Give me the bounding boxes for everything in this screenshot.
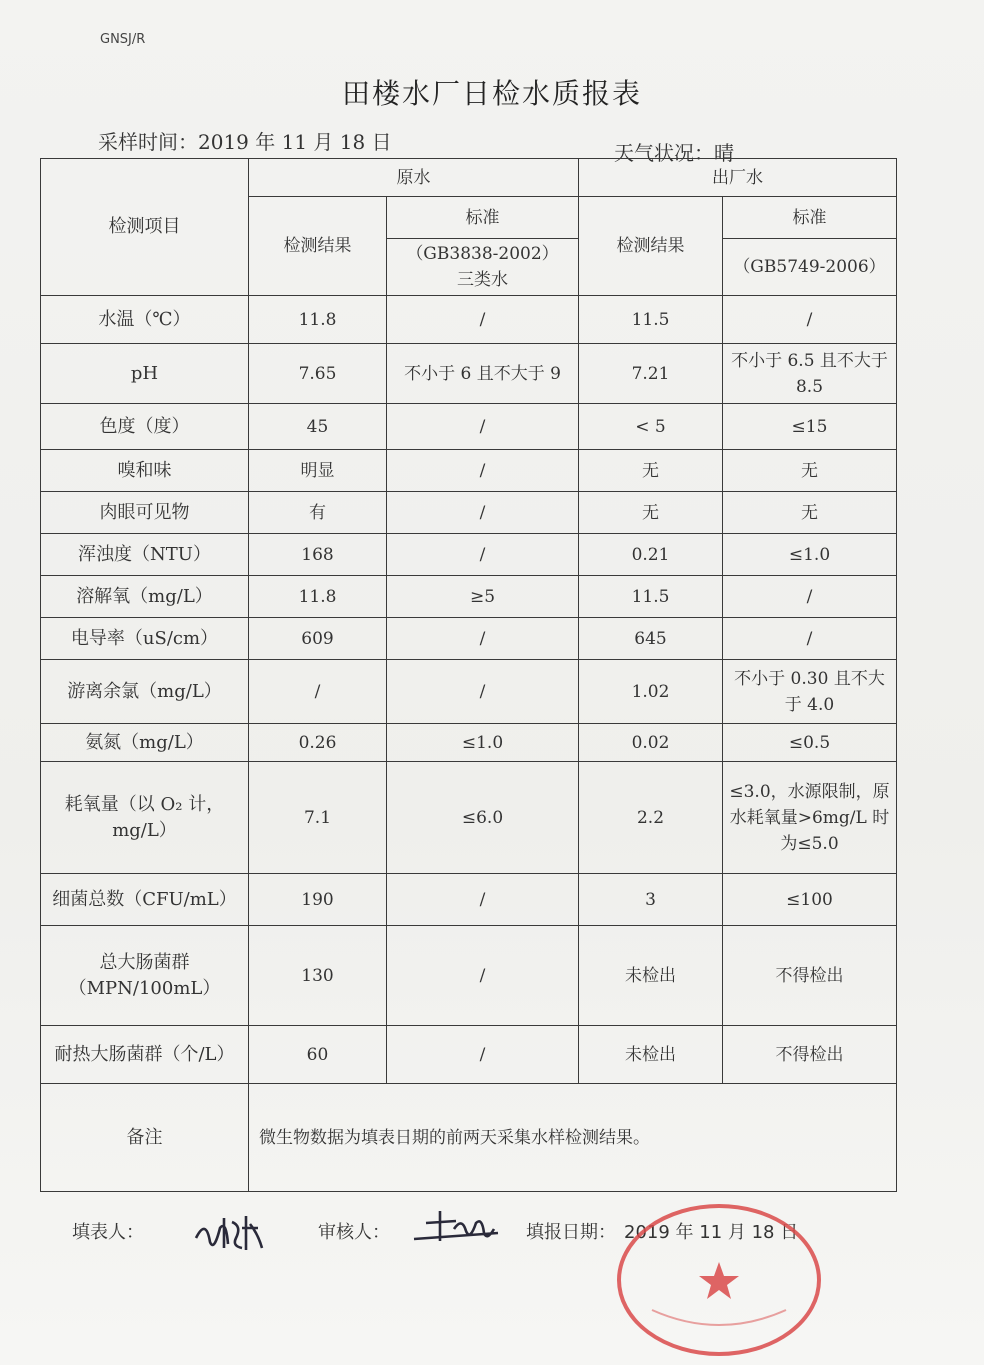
raw-standard-cell: / xyxy=(387,492,579,534)
raw-standard-cell: / xyxy=(387,1026,579,1084)
out-result-cell: 1.02 xyxy=(579,660,723,724)
table-row xyxy=(41,492,897,534)
out-standard-cell: 不得检出 xyxy=(723,1026,897,1084)
out-standard-cell: 不得检出 xyxy=(723,926,897,1026)
out-standard-cell: 不小于 6.5 且不大于 8.5 xyxy=(723,344,897,404)
raw-result-cell: 60 xyxy=(249,1026,387,1084)
out-result-cell: 7.21 xyxy=(579,344,723,404)
lab-seal xyxy=(612,1200,826,1360)
out-result-cell: < 5 xyxy=(579,404,723,450)
header-out-standard: 标准 xyxy=(723,197,897,239)
raw-std-class: 三类水 xyxy=(457,270,508,290)
raw-standard-cell: / xyxy=(387,618,579,660)
raw-result-cell: 130 xyxy=(249,926,387,1026)
item-cell: pH xyxy=(41,344,249,404)
raw-result-cell: 明显 xyxy=(249,450,387,492)
out-result-cell: 11.5 xyxy=(579,296,723,344)
out-result-cell: 未检出 xyxy=(579,1026,723,1084)
item-cell: 水温（℃） xyxy=(41,296,249,344)
table-row xyxy=(41,1026,897,1084)
remark-label: 备注 xyxy=(41,1084,249,1192)
table-row xyxy=(41,296,897,344)
out-result-cell: 无 xyxy=(579,492,723,534)
raw-result-cell: 11.8 xyxy=(249,296,387,344)
out-standard-cell: ≤100 xyxy=(723,874,897,926)
out-standard-cell: / xyxy=(723,576,897,618)
header-out: 出厂水 xyxy=(579,159,897,197)
item-cell: 游离余氯（mg/L） xyxy=(41,660,249,724)
item-cell: 浑浊度（NTU） xyxy=(41,534,249,576)
item-cell: 耗氧量（以 O₂ 计，mg/L） xyxy=(41,762,249,874)
raw-result-cell: 168 xyxy=(249,534,387,576)
raw-result-cell: 有 xyxy=(249,492,387,534)
raw-standard-cell: ≤6.0 xyxy=(387,762,579,874)
raw-result-cell: 11.8 xyxy=(249,576,387,618)
weather-label: 天气状况： xyxy=(614,141,714,165)
table-row xyxy=(41,660,897,724)
raw-result-cell: 190 xyxy=(249,874,387,926)
out-standard-cell: 无 xyxy=(723,450,897,492)
out-result-cell: 未检出 xyxy=(579,926,723,1026)
raw-standard-cell: / xyxy=(387,660,579,724)
reviewer-signature xyxy=(410,1205,500,1249)
out-standard-cell: 不小于 0.30 且不大于 4.0 xyxy=(723,660,897,724)
item-cell: 细菌总数（CFU/mL） xyxy=(41,874,249,926)
header-raw-standard: 标准 xyxy=(387,197,579,239)
item-cell: 电导率（uS/cm） xyxy=(41,618,249,660)
table-row xyxy=(41,576,897,618)
table-row xyxy=(41,724,897,762)
raw-result-cell: 45 xyxy=(249,404,387,450)
reviewer-label: 审核人： xyxy=(318,1222,390,1243)
out-result-cell: 2.2 xyxy=(579,762,723,874)
form-code: GNSJ/R xyxy=(100,32,146,47)
raw-standard-cell: / xyxy=(387,296,579,344)
weather-value: 晴 xyxy=(714,141,734,165)
table-row xyxy=(41,926,897,1026)
item-cell: 耐热大肠菌群（个/L） xyxy=(41,1026,249,1084)
out-standard-cell: ≤0.5 xyxy=(723,724,897,762)
table-row xyxy=(41,450,897,492)
raw-result-cell: / xyxy=(249,660,387,724)
filler-signature xyxy=(190,1208,270,1254)
item-cell: 氨氮（mg/L） xyxy=(41,724,249,762)
out-standard-cell: ≤1.0 xyxy=(723,534,897,576)
out-standard-cell: 无 xyxy=(723,492,897,534)
header-raw-result: 检测结果 xyxy=(249,197,387,296)
table-row xyxy=(41,874,897,926)
raw-result-cell: 7.1 xyxy=(249,762,387,874)
raw-standard-cell: / xyxy=(387,534,579,576)
raw-standard-cell: / xyxy=(387,926,579,1026)
raw-result-cell: 609 xyxy=(249,618,387,660)
header-item: 检测项目 xyxy=(41,159,249,296)
out-standard-cell: ≤15 xyxy=(723,404,897,450)
header-out-result: 检测结果 xyxy=(579,197,723,296)
out-standard-cell: / xyxy=(723,618,897,660)
item-cell: 总大肠菌群（MPN/100mL） xyxy=(41,926,249,1026)
table-body xyxy=(41,296,897,1084)
table-row xyxy=(41,618,897,660)
item-cell: 肉眼可见物 xyxy=(41,492,249,534)
filler-label: 填表人： xyxy=(72,1222,144,1243)
raw-result-cell: 0.26 xyxy=(249,724,387,762)
item-cell: 溶解氧（mg/L） xyxy=(41,576,249,618)
table-row xyxy=(41,344,897,404)
raw-standard-cell: ≥5 xyxy=(387,576,579,618)
raw-standard-cell: / xyxy=(387,404,579,450)
out-standard-cell: / xyxy=(723,296,897,344)
header-raw: 原水 xyxy=(249,159,579,197)
item-cell: 色度（度） xyxy=(41,404,249,450)
table-row xyxy=(41,404,897,450)
raw-standard-cell: 不小于 6 且不大于 9 xyxy=(387,344,579,404)
item-cell: 嗅和味 xyxy=(41,450,249,492)
header-raw-std-code xyxy=(387,239,579,296)
out-standard-cell: ≤3.0，水源限制，原水耗氧量>6mg/L 时为≤5.0 xyxy=(723,762,897,874)
out-result-cell: 0.02 xyxy=(579,724,723,762)
water-quality-table xyxy=(40,158,897,1192)
out-result-cell: 3 xyxy=(579,874,723,926)
out-result-cell: 0.21 xyxy=(579,534,723,576)
header-out-std-code: （GB5749-2006） xyxy=(723,239,897,296)
table-row xyxy=(41,534,897,576)
sample-time xyxy=(98,126,392,155)
date-value: 2019 年 11 月 18 日 xyxy=(624,1222,799,1243)
raw-standard-cell: ≤1.0 xyxy=(387,724,579,762)
raw-result-cell: 7.65 xyxy=(249,344,387,404)
out-result-cell: 645 xyxy=(579,618,723,660)
sample-time-label: 采样时间： xyxy=(98,130,198,154)
out-result-cell: 11.5 xyxy=(579,576,723,618)
date-label: 填报日期： xyxy=(526,1222,616,1243)
table-row xyxy=(41,762,897,874)
sample-time-value: 2019 年 11 月 18 日 xyxy=(198,130,392,154)
page-title: 田楼水厂日检水质报表 xyxy=(341,77,642,110)
raw-standard-cell: / xyxy=(387,450,579,492)
raw-standard-cell: / xyxy=(387,874,579,926)
remark-text: 微生物数据为填表日期的前两天采集水样检测结果。 xyxy=(249,1084,897,1192)
raw-std-code: （GB3838-2002） xyxy=(406,244,559,264)
out-result-cell: 无 xyxy=(579,450,723,492)
